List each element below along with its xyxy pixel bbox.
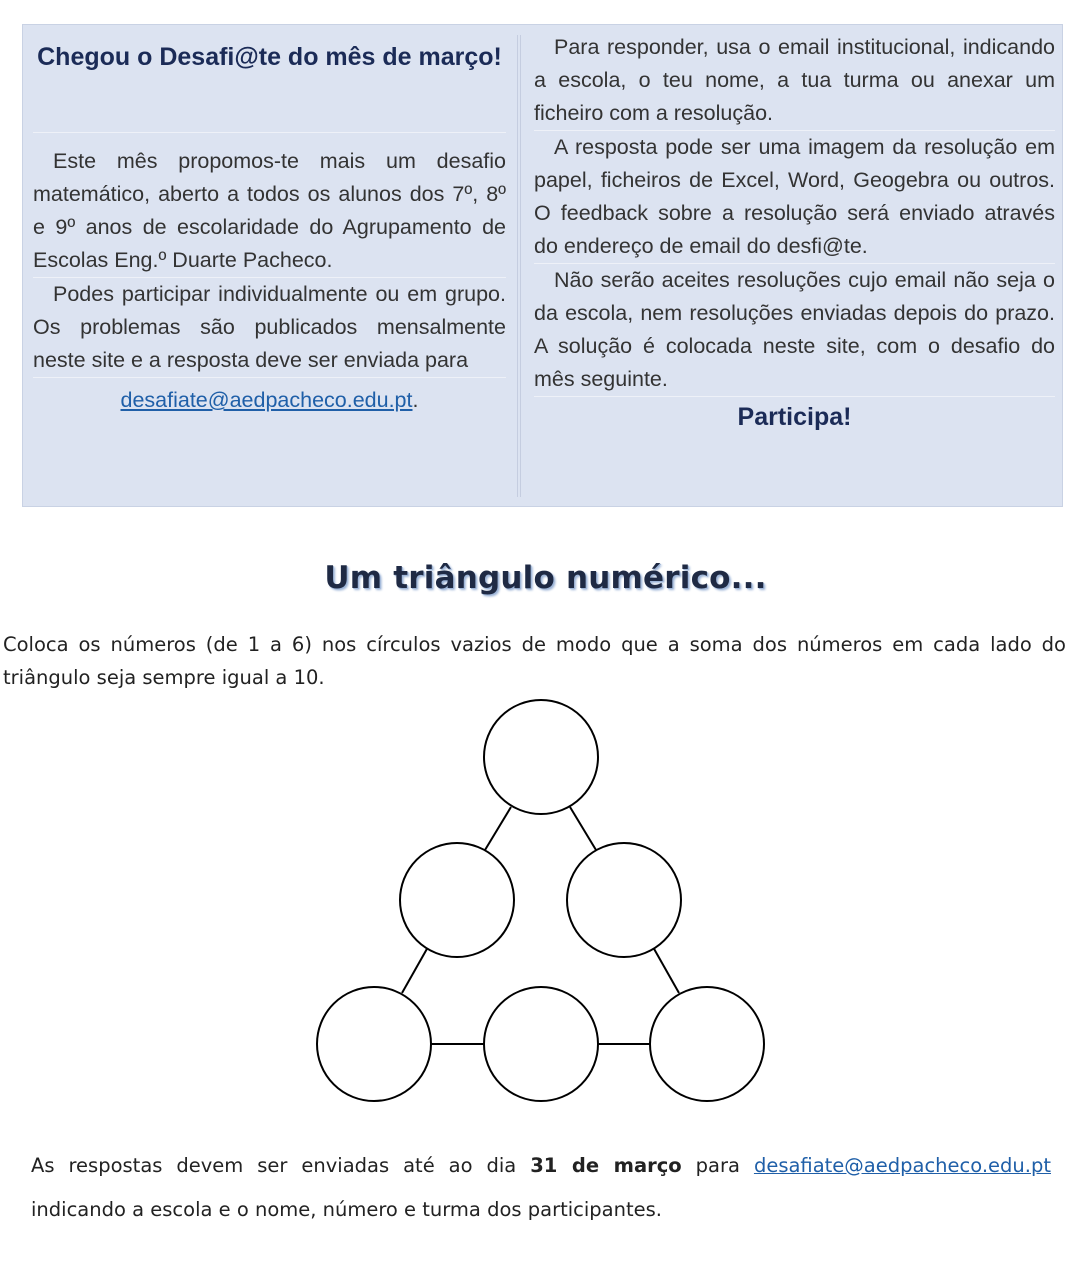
submission-note — [31, 1144, 1051, 1232]
info-email-link[interactable]: desafiate@aedpacheco.edu.pt — [120, 388, 413, 412]
number-triangle-diagram — [300, 690, 780, 1120]
column-divider — [517, 35, 521, 497]
submission-text-before: As respostas devem ser enviadas até ao dia — [31, 1154, 531, 1177]
submission-text-middle: para — [681, 1154, 754, 1177]
info-right-column — [534, 31, 1055, 435]
connector-top-right — [570, 807, 596, 850]
info-left-column — [33, 31, 506, 417]
connector-mid-left — [402, 947, 428, 993]
info-paragraph-participation: Podes participar individualmente ou em grupo. Os problemas são publicados mensalmente neste site e a resposta deve ser enviada para — [33, 278, 506, 378]
info-paragraph-intro: Este mês propomos-te mais um desafio matemático, aberto a todos os alunos dos 7º, 8º e 9º anos de escolaridade do Agrupamento de Escolas Eng.º Duarte Pacheco. — [33, 145, 506, 278]
participa-heading: Participa! — [737, 403, 852, 431]
info-title: Chegou o Desafi@te do mês de março! — [33, 31, 506, 133]
info-paragraph-formats: A resposta pode ser uma imagem da resolução em papel, ficheiros de Excel, Word, Geogebra ou outros. O feedback sobre a resolução será enviado através do endereço de email do desfi@te. — [534, 131, 1055, 264]
empty-circle-bottom-left[interactable] — [317, 987, 431, 1101]
info-paragraph-rules: Não serão aceites resoluções cujo email não seja o da escola, nem resoluções enviadas depois do prazo. A solução é colocada neste site, com o desafio do mês seguinte. — [534, 264, 1055, 397]
info-box — [22, 24, 1063, 507]
empty-circle-middle-right[interactable] — [567, 843, 681, 957]
empty-circle-bottom-center[interactable] — [484, 987, 598, 1101]
empty-circle-bottom-right[interactable] — [650, 987, 764, 1101]
empty-circle-middle-left[interactable] — [400, 843, 514, 957]
info-email-suffix: . — [412, 388, 419, 412]
submission-deadline: 31 de março — [530, 1154, 682, 1177]
connector-top-left — [485, 807, 511, 850]
connector-mid-right — [653, 947, 679, 993]
info-paragraph-respond: Para responder, usa o email institucional, indicando a escola, o teu nome, a tua turma ou anexar um ficheiro com a resolução. — [534, 31, 1055, 131]
submission-email-link[interactable]: desafiate@aedpacheco.edu.pt — [753, 1154, 1051, 1177]
empty-circle-top[interactable] — [484, 700, 598, 814]
challenge-title: Um triângulo numérico... — [324, 560, 767, 596]
submission-text-after: indicando a escola e o nome, número e turma dos participantes. — [31, 1198, 662, 1221]
challenge-instructions: Coloca os números (de 1 a 6) nos círculos vazios de modo que a soma dos números em cada lado do triângulo seja sempre igual a 10. — [3, 633, 1066, 689]
info-email-line — [33, 384, 506, 417]
